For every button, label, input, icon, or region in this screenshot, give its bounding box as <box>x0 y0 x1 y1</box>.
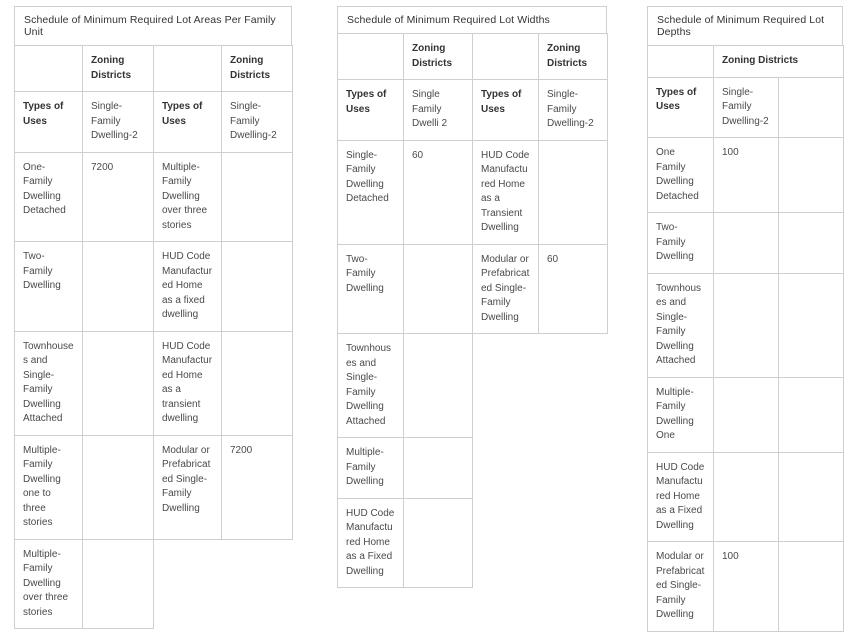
table-row <box>648 452 844 542</box>
table-header-row-cols <box>15 92 293 153</box>
schedule-lot-areas-panel <box>14 6 292 629</box>
table-row <box>338 334 608 438</box>
use-cell-right: Multiple-Family Dwelling over three stories <box>154 152 222 242</box>
value-cell: 100 <box>714 138 779 213</box>
value-cell-left <box>83 539 154 629</box>
table-row <box>648 213 844 274</box>
use-cell-left: Single-Family Dwelling Detached <box>338 140 404 244</box>
header-spacer-left <box>648 46 714 78</box>
col-header-district-left: Single-Family Dwelling-2 <box>83 92 154 153</box>
table-row <box>15 242 293 332</box>
value-cell-left <box>83 242 154 332</box>
schedule-lot-widths-caption: Schedule of Minimum Required Lot Widths <box>337 6 607 34</box>
value-cell-left: 7200 <box>83 152 154 242</box>
use-cell-left: Townhouses and Single-Family Dwelling Attached <box>15 331 83 435</box>
use-cell-left: One-Family Dwelling Detached <box>15 152 83 242</box>
value-cell-left <box>404 438 473 499</box>
value-cell-right: 7200 <box>222 435 293 539</box>
table-row <box>648 377 844 452</box>
col-header-district-left: Single Family Dwelli 2 <box>404 80 473 141</box>
col-header-types-of-uses-right: Types of Uses <box>473 80 539 141</box>
use-cell-right: HUD Code Manufactured Home as a transient dwelling <box>154 331 222 435</box>
zoning-districts-header-left: Zoning Districts <box>83 46 154 92</box>
header-spacer-left <box>338 34 404 80</box>
value-cell-extra <box>779 542 844 632</box>
use-cell-left: Multiple-Family Dwelling over three stories <box>15 539 83 629</box>
value-cell <box>714 273 779 377</box>
table-row <box>648 542 844 632</box>
value-cell-extra <box>779 138 844 213</box>
use-cell-right: Modular or Prefabricated Single-Family Dwelling <box>154 435 222 539</box>
header-spacer-right <box>154 46 222 92</box>
zoning-districts-header-right: Zoning Districts <box>222 46 293 92</box>
col-header-types-of-uses: Types of Uses <box>648 77 714 138</box>
use-cell: One Family Dwelling Detached <box>648 138 714 213</box>
header-spacer-right <box>473 34 539 80</box>
use-cell-left: Multiple-Family Dwelling one to three stories <box>15 435 83 539</box>
use-cell-left: Townhouses and Single-Family Dwelling Attached <box>338 334 404 438</box>
value-cell-right <box>222 242 293 332</box>
value-cell-left <box>83 435 154 539</box>
value-cell-right <box>222 152 293 242</box>
use-cell-left: Two-Family Dwelling <box>15 242 83 332</box>
value-cell-left <box>83 331 154 435</box>
value-cell: 100 <box>714 542 779 632</box>
use-cell: Multiple-Family Dwelling One <box>648 377 714 452</box>
table-row <box>338 438 608 499</box>
col-header-district-right: Single-Family Dwelling-2 <box>222 92 293 153</box>
table-row <box>648 138 844 213</box>
table-row <box>338 244 608 334</box>
col-header-district: Single-Family Dwelling-2 <box>714 77 779 138</box>
schedule-lot-widths-table <box>337 33 608 588</box>
use-cell-right: HUD Code Manufactured Home as a fixed dwelling <box>154 242 222 332</box>
value-cell <box>714 213 779 274</box>
value-cell-right: 60 <box>539 244 608 334</box>
col-header-types-of-uses-left: Types of Uses <box>15 92 83 153</box>
table-row <box>15 331 293 435</box>
use-cell-left: Two-Family Dwelling <box>338 244 404 334</box>
use-cell-right: HUD Code Manufactured Home as a Transient Dwelling <box>473 140 539 244</box>
table-row <box>338 140 608 244</box>
schedule-lot-widths-panel <box>337 6 607 588</box>
table-row <box>338 498 608 588</box>
table-header-row-group <box>15 46 293 92</box>
table-header-row-cols <box>338 80 608 141</box>
use-cell-right: Modular or Prefabricated Single-Family Dwelling <box>473 244 539 334</box>
zoning-districts-header: Zoning Districts <box>714 46 844 78</box>
value-cell-left <box>404 334 473 438</box>
use-cell-left: Multiple-Family Dwelling <box>338 438 404 499</box>
header-spacer-left <box>15 46 83 92</box>
schedule-lot-depths-panel <box>647 6 843 632</box>
value-cell-left <box>404 498 473 588</box>
value-cell-left <box>404 244 473 334</box>
value-cell <box>714 452 779 542</box>
use-cell: Modular or Prefabricated Single-Family Dwelling <box>648 542 714 632</box>
schedule-lot-areas-table <box>14 45 293 629</box>
col-header-types-of-uses-left: Types of Uses <box>338 80 404 141</box>
table-header-row-cols <box>648 77 844 138</box>
schedule-lot-depths-caption: Schedule of Minimum Required Lot Depths <box>647 6 843 46</box>
use-cell: HUD Code Manufactured Home as a Fixed Dwelling <box>648 452 714 542</box>
table-row <box>15 435 293 539</box>
table-row <box>648 273 844 377</box>
value-cell-extra <box>779 377 844 452</box>
value-cell-right <box>539 140 608 244</box>
value-cell-right <box>222 331 293 435</box>
col-header-types-of-uses-right: Types of Uses <box>154 92 222 153</box>
value-cell-extra <box>779 273 844 377</box>
value-cell <box>714 377 779 452</box>
table-header-row-group <box>648 46 844 78</box>
zoning-districts-header-right: Zoning Districts <box>539 34 608 80</box>
schedule-lot-depths-table <box>647 45 844 632</box>
zoning-districts-header-left: Zoning Districts <box>404 34 473 80</box>
value-cell-left: 60 <box>404 140 473 244</box>
col-header-extra <box>779 77 844 138</box>
schedule-lot-areas-caption: Schedule of Minimum Required Lot Areas Per Family Unit <box>14 6 292 46</box>
value-cell-extra <box>779 452 844 542</box>
value-cell-extra <box>779 213 844 274</box>
use-cell-left: HUD Code Manufactured Home as a Fixed Dwelling <box>338 498 404 588</box>
table-header-row-group <box>338 34 608 80</box>
col-header-district-right: Single-Family Dwelling-2 <box>539 80 608 141</box>
table-row <box>15 152 293 242</box>
table-row <box>15 539 293 629</box>
use-cell: Two-Family Dwelling <box>648 213 714 274</box>
use-cell: Townhouses and Single-Family Dwelling Attached <box>648 273 714 377</box>
